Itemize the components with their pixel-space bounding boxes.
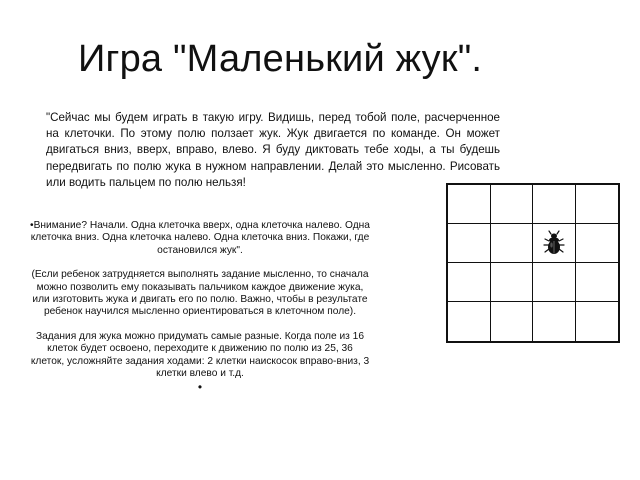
grid-cell bbox=[491, 302, 534, 341]
grid-cell bbox=[533, 224, 576, 263]
grid-cell bbox=[576, 185, 619, 224]
grid-cell bbox=[576, 263, 619, 302]
commands-text: •Внимание? Начали. Одна клеточка вверх, одна клеточка налево. Одна клеточка вниз. Одна клеточка налево. Одна клеточка вниз. Покажи, где остановился жук". bbox=[30, 220, 370, 256]
grid-cell bbox=[491, 224, 534, 263]
tasks-text: Задания для жука можно придумать самые разные. Когда поле из 16 клеток будет освоено, переходите к движению по полю из 25, 36 клеток, усложняйте задания ходами: 2 клетки наискосок вправо-вниз, 3 клетки влево и т.д. bbox=[30, 330, 370, 380]
instructions-block bbox=[30, 220, 370, 394]
grid-cell bbox=[448, 224, 491, 263]
game-grid bbox=[446, 183, 620, 343]
grid-cell bbox=[448, 302, 491, 341]
grid-cell bbox=[491, 263, 534, 302]
note-text: (Если ребенок затрудняется выполнять задание мысленно, то сначала можно позволить ему показывать пальчиком каждое движение жука, или изготовить жука и двигать его по полю. Важно, чтобы в результате ребенок научился мысленно ориентироваться в клеточном поле). bbox=[31, 269, 369, 318]
grid-cell bbox=[491, 185, 534, 224]
grid-cell bbox=[533, 185, 576, 224]
empty-bullet: • bbox=[197, 380, 203, 395]
grid-cell bbox=[576, 302, 619, 341]
intro-paragraph: "Сейчас мы будем играть в такую игру. Видишь, перед тобой поле, расчерченное на клеточки. По этому полю ползает жук. Жук двигается по команде. Он может двигаться вниз, вверх, вправо, влево. Я буду диктовать тебе ходы, а ты будешь передвигать по полю жука в нужном направлении. Делай это мысленно. Рисовать или водить пальцем по полю нельзя! bbox=[46, 111, 500, 189]
slide-title: Игра "Маленький жук". bbox=[78, 38, 483, 80]
grid-cell bbox=[448, 185, 491, 224]
grid-cell bbox=[576, 224, 619, 263]
grid-cell bbox=[533, 302, 576, 341]
grid-cell bbox=[533, 263, 576, 302]
beetle-icon bbox=[543, 230, 565, 256]
grid-cell bbox=[448, 263, 491, 302]
